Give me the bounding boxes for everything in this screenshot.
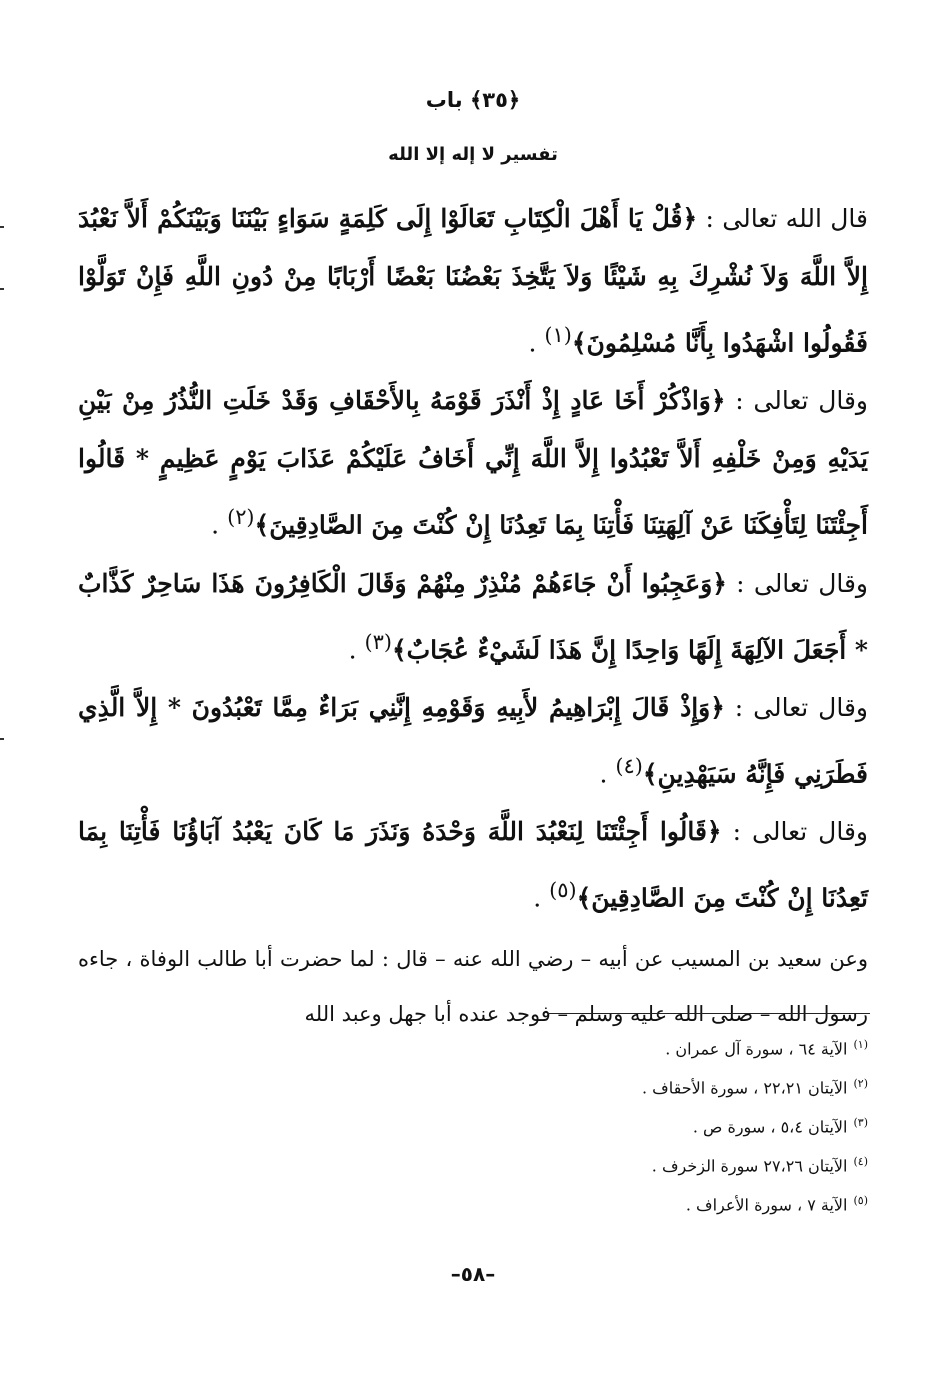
footnote-text: الآية ٦٤ ، سورة آل عمران .	[665, 1039, 848, 1059]
footnote-number: (٥)	[853, 1194, 868, 1207]
footnote-text: الآيتان ٢٢،٢١ ، سورة الأحقاف .	[641, 1078, 848, 1098]
footnote-item	[78, 1103, 868, 1142]
footnote-item	[78, 1025, 868, 1064]
verse-paragraph	[78, 372, 868, 554]
scan-margin-mark	[0, 226, 4, 228]
footnote-ref: (١)	[544, 323, 572, 347]
verse-paragraph	[78, 555, 868, 679]
verse-end: .	[533, 883, 550, 913]
verse-end: .	[348, 634, 365, 664]
chapter-title: تفسير لا إله إلا الله	[388, 144, 558, 165]
footnote-ref: (٣)	[364, 629, 392, 654]
quran-verse: ﴿وَعَجِبُوا أَنْ جَاءَهُمْ مُنْذِرٌ مِنْهُمْ وَقَالَ الْكَافِرُونَ هَذَا سَاحِرٌ كَذَّابٌ * أَجَعَلَ الآلِهَةَ إِلَهًا وَاحِدًا إِنَّ هَذَا لَشَيْءٌ عُجَابٌ﴾	[78, 568, 868, 664]
footnote-divider	[548, 1013, 870, 1014]
footnote-number: (١)	[853, 1038, 868, 1051]
verse-intro: وقال تعالى :	[724, 692, 868, 722]
verse-intro: قال الله تعالى :	[697, 204, 868, 233]
scan-margin-mark	[0, 288, 4, 290]
hadith-paragraph: وعن سعيد بن المسيب عن أبيه – رضي الله عنه – قال : لما حضرت أبا طالب الوفاة ، جاءه رسول الله – صلى الله عليه وسلم – فوجد عنده أبا جهل وعبد الله	[78, 946, 868, 1026]
footnote-item	[78, 1142, 868, 1181]
footnote-ref: (٥)	[549, 878, 577, 903]
footnote-item	[78, 1064, 868, 1103]
verse-paragraph	[78, 803, 868, 927]
footnote-number: (٣)	[853, 1116, 868, 1129]
verse-paragraph	[78, 190, 868, 372]
verse-intro: وقال تعالى :	[725, 386, 868, 416]
verse-end: .	[528, 328, 545, 358]
main-text	[78, 190, 868, 1042]
quran-verse: ﴿وَإِذْ قَالَ إِبْرَاهِيمُ لأَبِيهِ وَقَوْمِهِ إِنَّنِي بَرَاءٌ مِمَّا تَعْبُدُونَ * إِلاَّ الَّذِي فَطَرَنِي فَإِنَّهُ سَيَهْدِينِ﴾	[78, 692, 868, 789]
quran-verse: ﴿وَاذْكُرْ أَخَا عَادٍ إِذْ أَنْذَرَ قَوْمَهُ بِالأَحْقَافِ وَقَدْ خَلَتِ النُّذُرُ مِنْ بَيْنِ يَدَيْهِ وَمِنْ خَلْفِهِ أَلاَّ تَعْبُدُوا إِلاَّ اللَّهَ إِنِّي أَخَافُ عَلَيْكُمْ عَذَابَ يَوْمٍ عَظِيمٍ * قَالُوا أَجِئْتَنَا لِتَأْفِكَنَا عَنْ آلِهَتِنَا فَأْتِنَا بِمَا تَعِدُنَا إِنْ كُنْتَ مِنَ الصَّادِقِينَ﴾	[78, 386, 868, 540]
verse-paragraph	[78, 679, 868, 803]
quran-verse: ﴿قُلْ يَا أَهْلَ الْكِتَابِ تَعَالَوْا إِلَى كَلِمَةٍ سَوَاءٍ بَيْنَنَا وَبَيْنَكُمْ أَلاَّ نَعْبُدَ إِلاَّ اللَّهَ وَلاَ نُشْرِكَ بِهِ شَيْئًا وَلاَ يَتَّخِذَ بَعْضُنَا بَعْضًا أَرْبَابًا مِنْ دُونِ اللَّهِ فَإِنْ تَوَلَّوْا فَقُولُوا اشْهَدُوا بِأَنَّا مُسْلِمُونَ﴾	[78, 204, 868, 358]
footnote-ref: (٢)	[227, 505, 255, 530]
footnote-number: (٢)	[853, 1077, 868, 1090]
scan-margin-mark	[0, 738, 4, 740]
footnotes-list	[78, 1025, 868, 1220]
footnote-ref: (٤)	[615, 753, 643, 778]
footnote-text: الآيتان ٥،٤ ، سورة ص .	[692, 1117, 848, 1137]
quran-verse: ﴿قَالُوا أَجِئْتَنَا لِنَعْبُدَ اللَّهَ وَحْدَهُ وَنَذَرَ مَا كَانَ يَعْبُدُ آبَاؤُنَا فَأْتِنَا بِمَا تَعِدُنَا إِنْ كُنْتَ مِنَ الصَّادِقِينَ﴾	[78, 817, 868, 913]
footnote-number: (٤)	[853, 1155, 868, 1168]
verse-end: .	[211, 510, 228, 540]
verse-intro: وقال تعالى :	[721, 817, 868, 847]
verse-end: .	[599, 759, 616, 789]
chapter-heading: ﴿٣٥﴾ باب	[425, 88, 521, 112]
footnote-text: الآية ٧ ، سورة الأعراف .	[685, 1195, 848, 1215]
page-number: –٥٨–	[450, 1262, 496, 1286]
footnote-item	[78, 1181, 868, 1220]
footnote-text: الآيتان ٢٧،٢٦ سورة الزخرف .	[651, 1156, 848, 1176]
verse-intro: وقال تعالى :	[726, 568, 868, 598]
